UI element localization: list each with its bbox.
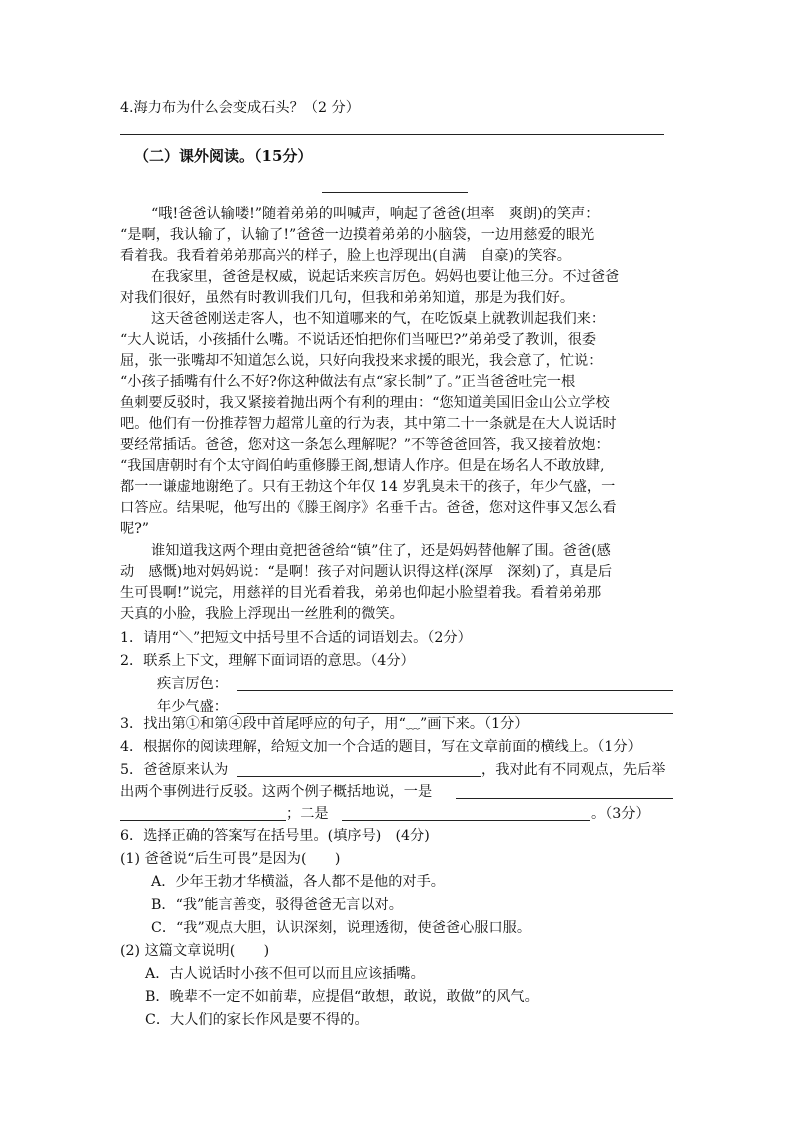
passage-line: “是啊，我认输了，认输了!”爸爸一边摸着弟弟的小脑袋，一边用慈爱的眼光 [120,227,595,243]
passage-line: 这天爸爸刚送走客人，也不知道哪来的气，在吃饭桌上就教训起我们来： [151,311,606,327]
passage-line: 呢?” [120,521,150,537]
option-c: C．大人们的家长作风是要不得的。 [145,1012,369,1028]
question-4: 4．根据你的阅读理解，给短文加一个合适的题目，写在文章前面的横线上。（1分） [120,739,642,755]
passage-line: 鱼刺要反驳时，我又紧接着抛出两个有利的理由：“您知道美国旧金山公立学校 [120,395,610,411]
passage-line: “小孩子插嘴有什么不好?你这种做法有点“家长制”了。”正当爸爸吐完一根 [120,374,576,390]
section-title: （二）课外阅读。（15分） [134,147,313,165]
question-1: 1．请用“＼”把短文中括号里不合适的词语划去。（2分） [120,630,472,646]
question-5-text: 。（3分） [591,806,650,822]
question-5-text: 5．爸爸原来认为 [120,762,229,778]
passage-line: 动 感慨)地对妈妈说：“是啊！孩子对问题认识得这样(深厚 深刻)了，真是后 [120,564,613,580]
answer-line[interactable] [456,798,673,799]
passage-line: 口答应。结果呢，他写出的《滕王阁序》名垂千古。爸爸，您对这件事又怎么看 [120,500,617,516]
q2-word-label: 疾言厉色： [157,676,228,692]
passage-line: 吧。他们有一份推荐智力超常儿童的行为表，其中第二十一条就是在大人说话时 [120,416,617,432]
passage-line: 要经常插话。爸爸，您对这一条怎么理解呢？”不等爸爸回答，我又接着放炮： [120,437,610,453]
answer-line[interactable] [237,776,481,777]
question-5-text: ；二是 [286,806,329,822]
passage-line: “哦!爸爸认输喽!”随着弟弟的叫喊声，响起了爸爸(坦率 爽朗)的笑声： [151,206,600,222]
option-b: B．晚辈不一定不如前辈，应提倡“敢想，敢说，敢做”的风气。 [145,989,539,1005]
answer-line[interactable] [237,690,673,691]
question-2: 2．联系上下文，理解下面词语的意思。（4分） [120,653,415,669]
passage-line: 都一一谦虚地谢绝了。只有王勃这个年仅 14 岁乳臭未干的孩子，年少气盛，一 [120,479,616,495]
passage-line: 生可畏啊!”说完，用慈祥的目光看着我，弟弟也仰起小脸望着我。看着弟弟那 [120,585,602,601]
passage-line: 在我家里，爸爸是权威，说起话来疾言厉色。妈妈也要让他三分。不过爸爸 [151,269,620,285]
passage-line: 天真的小脸，我脸上浮现出一丝胜利的微笑。 [120,606,404,622]
option-a: A．少年王勃才华横溢，各人都不是他的对手。 [151,874,445,890]
question-5-text: ，我对此有不同观点，先后举 [481,762,666,778]
question-6-1: (1) 爸爸说“后生可畏”是因为( ) [120,851,341,867]
answer-line[interactable] [342,820,590,821]
question-3: 3．找出第①和第④段中首尾呼应的句子，用“﹏”画下来。（1分） [120,716,529,732]
passage-line: 看着我。我看着弟弟那高兴的样子，脸上也浮现出(自满 自豪)的笑容。 [120,248,571,264]
title-blank [322,192,468,193]
passage-line: “大人说话，小孩插什么嘴。不说话还怕把你们当哑巴?”弟弟受了教训，很委 [120,332,597,348]
passage-line: 对我们很好，虽然有时教训我们几句，但我和弟弟知道，那是为我们好。 [120,290,575,306]
answer-line[interactable] [120,820,286,821]
option-a: A．古人说话时小孩不但可以而且应该插嘴。 [145,966,425,982]
question-5-text: 出两个事例进行反驳。这两个例子概括地说，一是 [120,784,433,800]
q2-word-label: 年少气盛： [157,699,228,715]
answer-line [120,134,664,135]
question-6-2: (2) 这篇文章说明( ) [120,943,270,959]
option-b: B．“我”能言善变，驳得爸爸无言以对。 [151,897,403,913]
question-4-earlier: 4.海力布为什么会变成石头？（2 分） [120,100,360,116]
passage-line: 屈，张一张嘴却不知道怎么说，只好向我投来求援的眼光，我会意了，忙说： [120,353,603,369]
passage-line: 谁知道我这两个理由竟把爸爸给“镇”住了，还是妈妈替他解了围。爸爸(感 [151,543,611,559]
passage-line: “我国唐朝时有个太守阎伯屿重修滕王阁,想请人作序。但是在场名人不敢放肆, [120,458,605,474]
question-6: 6．选择正确的答案写在括号里。(填序号) (4分) [120,828,430,844]
option-c: C．“我”观点大胆，认识深刻，说理透彻，使爸爸心服口服。 [151,920,532,936]
